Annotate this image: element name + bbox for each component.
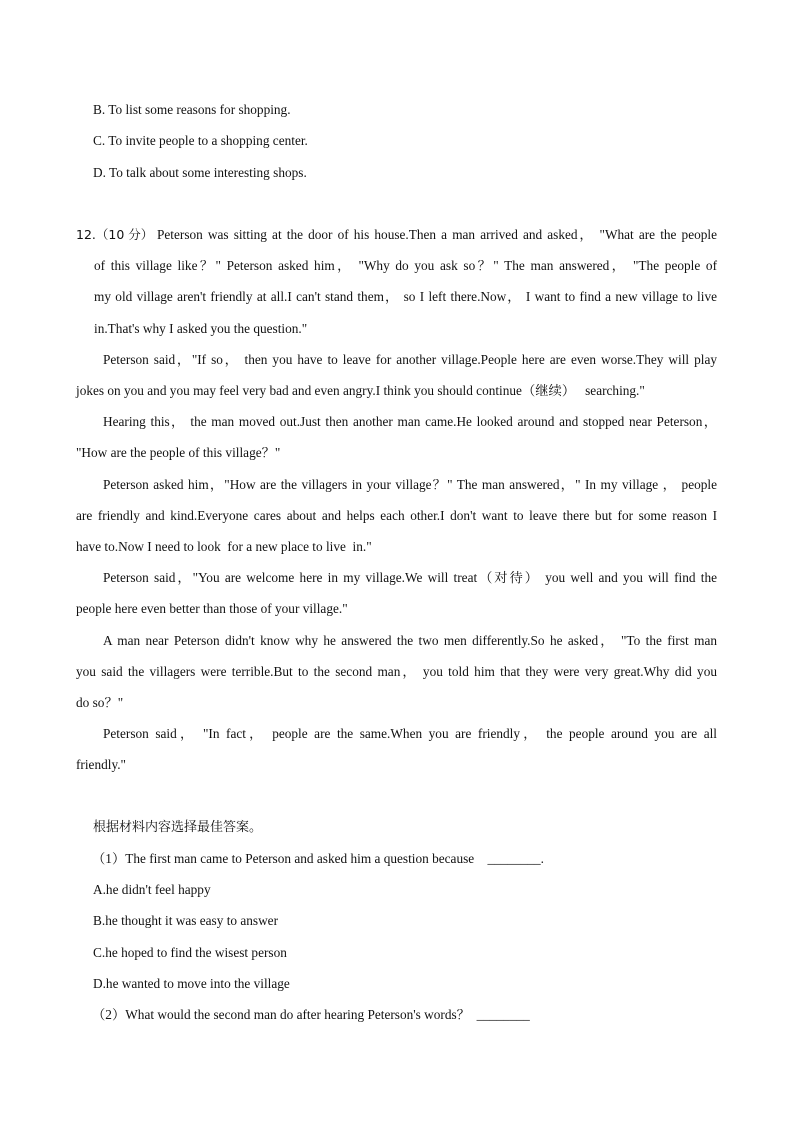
passage-line: do so？" <box>76 695 124 710</box>
sub-question-stem: （2）What would the second man do after hearing Peterson's words？ ________ <box>92 1007 530 1022</box>
passage-line: you said the villagers were terrible.But to the second man， you told him that they were very great.Why did you <box>76 664 717 679</box>
instruction: 根据材料内容选择最佳答案。 <box>93 820 263 835</box>
passage-line: are friendly and kind.Everyone cares about and helps each other.I don't want to leave there but for some reason I <box>76 508 717 523</box>
previous-option-b: B. To list some reasons for shopping. <box>93 102 291 117</box>
passage-line: Peterson asked him，"How are the villagers in your village？" The man answered，" In my village ， people <box>103 477 717 492</box>
passage-line: Peterson said，"You are welcome here in my village.We will treat（对待） you well and you will find the <box>103 570 717 585</box>
question-number: 12.（10 分） <box>76 227 154 242</box>
answer-option-b: B.he thought it was easy to answer <box>93 913 279 928</box>
passage-line: Hearing this， the man moved out.Just then another man came.He looked around and stopped near Peterson， <box>103 414 717 429</box>
answer-option-a: A.he didn't feel happy <box>93 882 211 897</box>
passage-line: have to.Now I need to look for a new place to live in." <box>76 539 372 554</box>
passage-line: Peterson said，"If so， then you have to leave for another village.People here are even worse.They will play <box>103 352 717 367</box>
passage-line: Peterson was sitting at the door of his house.Then a man arrived and asked， "What are the people <box>157 227 717 242</box>
passage-line: A man near Peterson didn't know why he answered the two men differently.So he asked， "To the first man <box>103 633 717 648</box>
passage-line: of this village like？" Peterson asked him， "Why do you ask so？" The man answered， "The people of <box>94 258 717 273</box>
sub-question-stem: （1）The first man came to Peterson and asked him a question because ________. <box>92 851 544 866</box>
passage-line: friendly." <box>76 757 126 772</box>
passage-line: my old village aren't friendly at all.I can't stand them， so I left there.Now， I want to find a new village to live <box>94 289 717 304</box>
passage-line: Peterson said， "In fact， people are the same.When you are friendly， the people around you are all <box>103 726 717 741</box>
answer-option-d: D.he wanted to move into the village <box>93 976 290 991</box>
previous-option-c: C. To invite people to a shopping center. <box>93 133 308 148</box>
answer-option-c: C.he hoped to find the wisest person <box>93 945 287 960</box>
passage-line: jokes on you and you may feel very bad and even angry.I think you should continue（继续） searching." <box>76 383 645 398</box>
previous-option-d: D. To talk about some interesting shops. <box>93 165 307 180</box>
passage-line: people here even better than those of your village." <box>76 601 348 616</box>
passage-line: "How are the people of this village？" <box>76 445 281 460</box>
passage-line: in.That's why I asked you the question." <box>94 321 308 336</box>
